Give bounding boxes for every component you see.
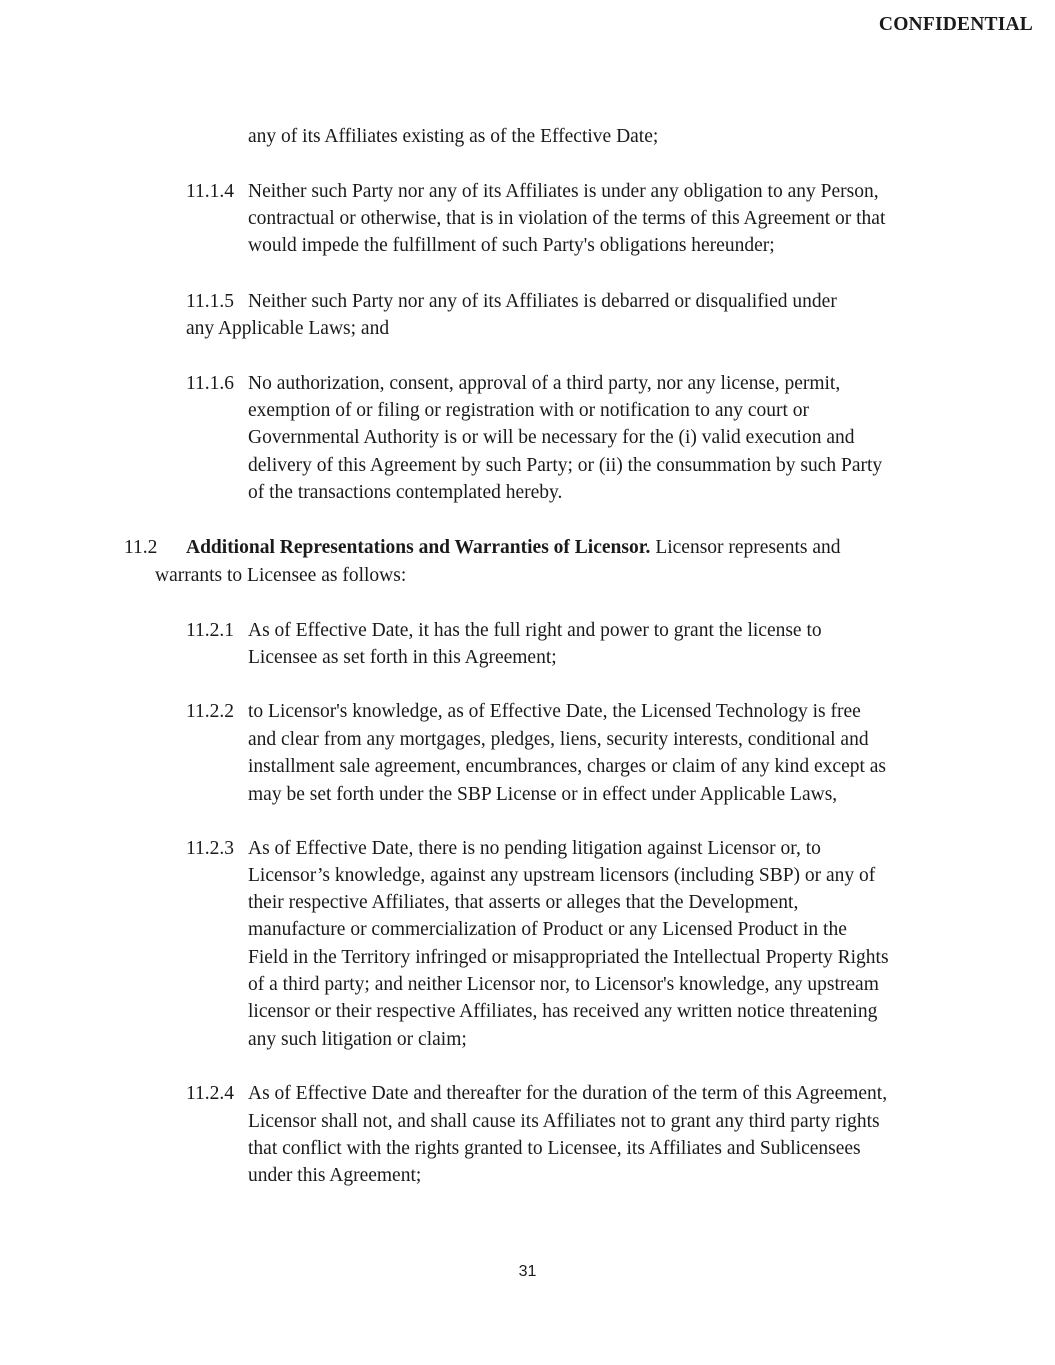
section-line: Governmental Authority is or will be necessary for the (i) valid execution and	[248, 427, 855, 448]
section-line: of the transactions contemplated hereby.	[248, 482, 563, 503]
section-number: 11.2.1	[186, 620, 235, 641]
section-line: that conflict with the rights granted to Licensee, its Affiliates and Sublicensees	[248, 1138, 861, 1159]
section-line: As of Effective Date and thereafter for the duration of the term of this Agreement,	[248, 1083, 888, 1104]
section-line: under this Agreement;	[248, 1165, 422, 1186]
section-heading: Additional Representations and Warranties of Licensor.	[186, 537, 651, 558]
section-line: Licensor shall not, and shall cause its Affiliates not to grant any third party rights	[248, 1111, 880, 1132]
section-number: 11.2.3	[186, 838, 235, 859]
section-line: Licensor’s knowledge, against any upstream licensors (including SBP) or any of	[248, 865, 876, 886]
section-line: contractual or otherwise, that is in violation of the terms of this Agreement or that	[248, 208, 886, 229]
section-heading-line	[186, 534, 841, 562]
section-line: Neither such Party nor any of its Affiliates is under any obligation to any Person,	[248, 181, 879, 202]
section-number: 11.1.4	[186, 181, 235, 202]
section-number: 11.1.6	[186, 373, 235, 394]
page-number: 31	[518, 1263, 537, 1280]
confidential-header: CONFIDENTIAL	[878, 14, 1033, 35]
section-line: Neither such Party nor any of its Affiliates is debarred or disqualified under	[248, 291, 837, 312]
section-line: delivery of this Agreement by such Party; or (ii) the consummation by such Party	[248, 455, 883, 476]
section-line: As of Effective Date, it has the full right and power to grant the license to	[248, 620, 822, 641]
section-line: to Licensor's knowledge, as of Effective Date, the Licensed Technology is free	[248, 701, 861, 722]
section-line: their respective Affiliates, that asserts or alleges that the Development,	[248, 892, 799, 913]
section-line: of a third party; and neither Licensor nor, to Licensor's knowledge, any upstream	[248, 974, 879, 995]
section-lead: Licensor represents and	[655, 537, 841, 558]
section-line: may be set forth under the SBP License or in effect under Applicable Laws,	[248, 784, 838, 805]
section-line: installment sale agreement, encumbrances, charges or claim of any kind except as	[248, 756, 887, 777]
section-number: 11.2.4	[186, 1083, 235, 1104]
section-line: As of Effective Date, there is no pending litigation against Licensor or, to	[248, 838, 821, 859]
section-line: any such litigation or claim;	[248, 1029, 467, 1050]
section-line: would impede the fulfillment of such Party's obligations hereunder;	[248, 235, 775, 256]
section-line: warrants to Licensee as follows:	[155, 565, 407, 586]
section-line: Licensee as set forth in this Agreement;	[248, 647, 557, 668]
section-line: any Applicable Laws; and	[186, 318, 390, 339]
section-line: and clear from any mortgages, pledges, liens, security interests, conditional and	[248, 729, 869, 750]
continuation-text: any of its Affiliates existing as of the Effective Date;	[248, 126, 659, 147]
section-line: exemption of or filing or registration with or notification to any court or	[248, 400, 810, 421]
section-line: licensor or their respective Affiliates, has received any written notice threatening	[248, 1001, 878, 1022]
section-number: 11.2.2	[186, 701, 235, 722]
section-line: No authorization, consent, approval of a third party, nor any license, permit,	[248, 373, 841, 394]
section-line: manufacture or commercialization of Product or any Licensed Product in the	[248, 919, 847, 940]
section-line: Field in the Territory infringed or misappropriated the Intellectual Property Rights	[248, 947, 889, 968]
section-number: 11.1.5	[186, 291, 235, 312]
section-number: 11.2	[124, 537, 158, 558]
